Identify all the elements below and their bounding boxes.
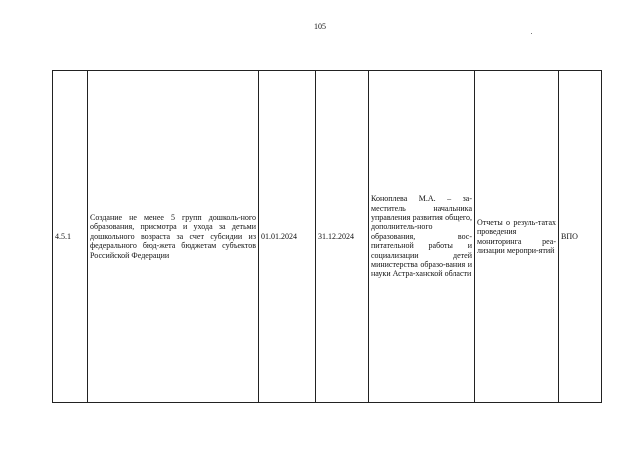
table-row: [53, 71, 602, 403]
plan-table: [52, 70, 602, 403]
row-number-cell: 4.5.1: [53, 71, 88, 403]
scan-speck: [531, 33, 532, 34]
responsible-cell: Коноплева М.А. – за-меститель начальника управления развития общего, дополнитель-ного образования, вос-питательной работы и социализации детей министерства образо-вания и науки Астра-ханской области: [369, 71, 475, 403]
result-cell: Отчеты о резуль-татах проведения мониторинга реа-лизации меропри-ятий: [475, 71, 559, 403]
page-number: 105: [314, 22, 326, 31]
start-date-cell: 01.01.2024: [259, 71, 316, 403]
activity-cell: Создание не менее 5 групп дошколь-ного образования, присмотра и ухода за детьми дошкольного возраста за счет субсидии из федерального бюд-жета бюджетам субъектов Российской Федерации: [88, 71, 259, 403]
executor-cell: ВПО: [559, 71, 602, 403]
end-date-cell: 31.12.2024: [316, 71, 369, 403]
